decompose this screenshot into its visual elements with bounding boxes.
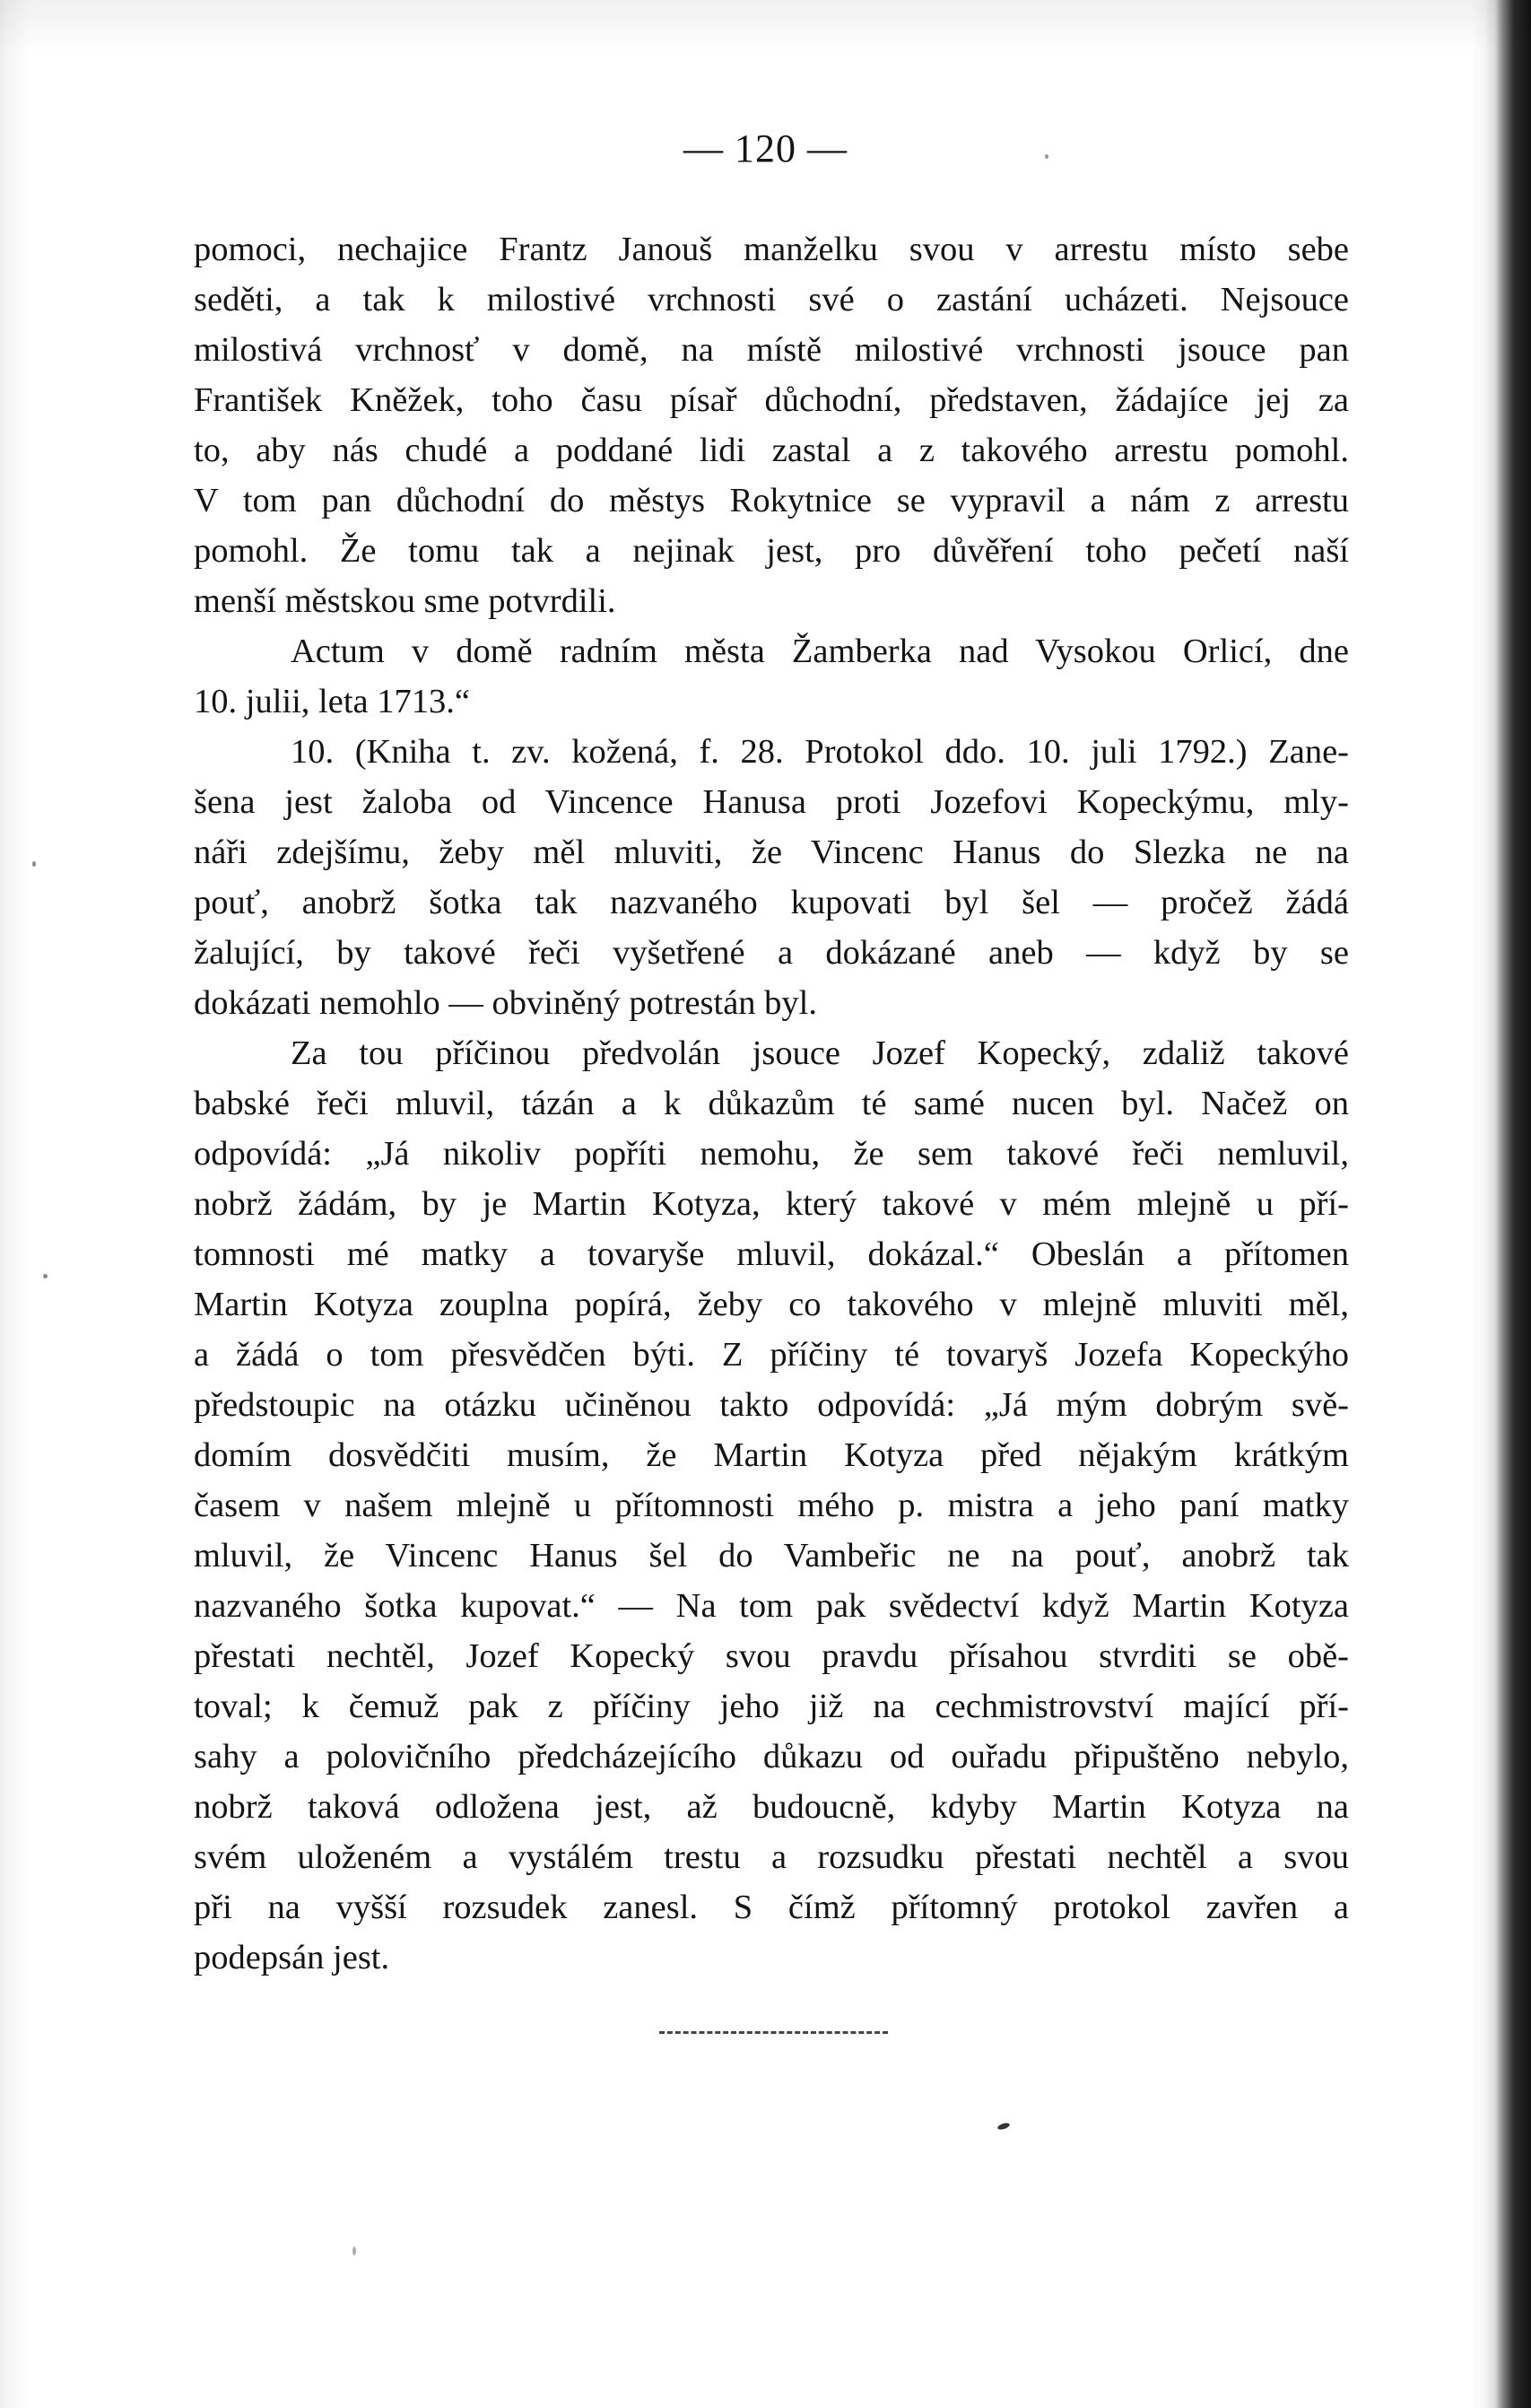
text-line: nobrž taková odložena jest, až budoucně, kdyby Martin Kotyza na <box>194 1788 1349 1826</box>
text-line: žalující, by takové řeči vyšetřené a dokázané aneb — když by se <box>194 934 1349 972</box>
text-line: menší městskou sme potvrdili. <box>194 582 616 620</box>
text-line: při na vyšší rozsudek zanesl. S čímž přítomný protokol zavřen a <box>194 1889 1349 1926</box>
text-line: seděti, a tak k milostivé vrchnosti své o zastání ucházeti. Nejsouce <box>194 281 1349 318</box>
text-line: V tom pan důchodní do městys Rokytnice se vypravil a nám z arrestu <box>194 482 1349 519</box>
end-divider-rule <box>659 2031 888 2034</box>
text-line: sahy a polovičního předcházejícího důkazu od ouřadu připuštěno nebylo, <box>194 1738 1349 1775</box>
page-number: — 120 — <box>683 127 848 170</box>
text-line: pomohl. Že tomu tak a nejinak jest, pro důvěření toho pečetí naší <box>194 532 1349 570</box>
scan-shadow <box>0 0 1531 54</box>
text-line: podepsán jest. <box>194 1939 390 1976</box>
text-line: a žádá o tom přesvědčen býti. Z příčiny té tovaryš Jozefa Kopeckýho <box>194 1336 1349 1374</box>
ink-speck <box>996 2122 1010 2131</box>
text-line: dokázati nemohlo — obviněný potrestán byl. <box>194 984 817 1022</box>
ink-speck <box>1045 154 1048 159</box>
text-line: milostivá vrchnosť v domě, na místě milostivé vrchnosti jsouce pan <box>194 331 1349 369</box>
text-line: předstoupic na otázku učiněnou takto odpovídá: „Já mým dobrým svě- <box>194 1386 1349 1424</box>
text-line: náři zdejšímu, žeby měl mluviti, že Vincenc Hanus do Slezka ne na <box>194 833 1349 871</box>
text-line: 10. julii, leta 1713.“ <box>194 683 470 720</box>
text-line: mluvil, že Vincenc Hanus šel do Vambeřic ne na pouť, anobrž tak <box>194 1537 1349 1575</box>
text-line: časem v našem mlejně u přítomnosti mého p. mistra a jeho paní matky <box>194 1487 1349 1524</box>
text-line: nobrž žádám, by je Martin Kotyza, který takové v mém mlejně u pří- <box>194 1185 1349 1223</box>
text-line: svém uloženém a vystálém trestu a rozsudku přestati nechtěl a svou <box>194 1838 1349 1876</box>
text-line: toval; k čemuž pak z příčiny jeho již na cechmistrovství mající pří- <box>194 1688 1349 1725</box>
text-line: Actum v domě radním města Žamberka nad Vysokou Orlicí, dne <box>291 633 1349 670</box>
text-line: nazvaného šotka kupovat.“ — Na tom pak svědectví když Martin Kotyza <box>194 1587 1349 1625</box>
ink-speck <box>32 861 36 867</box>
text-line: Za tou příčinou předvolán jsouce Jozef Kopecký, zdaliž takové <box>291 1034 1349 1072</box>
text-line: 10. (Kniha t. zv. kožená, f. 28. Protokol ddo. 10. juli 1792.) Zane- <box>291 733 1349 771</box>
text-line: pouť, anobrž šotka tak nazvaného kupovati byl šel — pročež žádá <box>194 884 1349 921</box>
text-line: František Kněžek, toho času písař důchodní, představen, žádajíce jej za <box>194 381 1349 419</box>
text-line: přestati nechtěl, Jozef Kopecký svou pravdu přísahou stvrditi se obě- <box>194 1637 1349 1675</box>
ink-speck <box>352 2247 356 2255</box>
text-line: tomnosti mé matky a tovaryše mluvil, dokázal.“ Obeslán a přítomen <box>194 1235 1349 1273</box>
ink-speck <box>43 1274 48 1278</box>
text-line: odpovídá: „Já nikoliv popříti nemohu, že sem takové řeči nemluvil, <box>194 1135 1349 1173</box>
text-line: pomoci, nechajice Frantz Janouš manželku svou v arrestu místo sebe <box>194 231 1349 268</box>
text-line: šena jest žaloba od Vincence Hanusa proti Jozefovi Kopeckýmu, mly- <box>194 783 1349 821</box>
text-line: domím dosvědčiti musím, že Martin Kotyza před nějakým krátkým <box>194 1436 1349 1474</box>
text-line: to, aby nás chudé a poddané lidi zastal a z takového arrestu pomohl. <box>194 432 1349 469</box>
text-line: Martin Kotyza zouplna popírá, žeby co takového v mlejně mluviti měl, <box>194 1286 1349 1323</box>
text-line: babské řeči mluvil, tázán a k důkazům té samé nucen byl. Načež on <box>194 1085 1349 1122</box>
page-body-text <box>194 224 1349 1983</box>
